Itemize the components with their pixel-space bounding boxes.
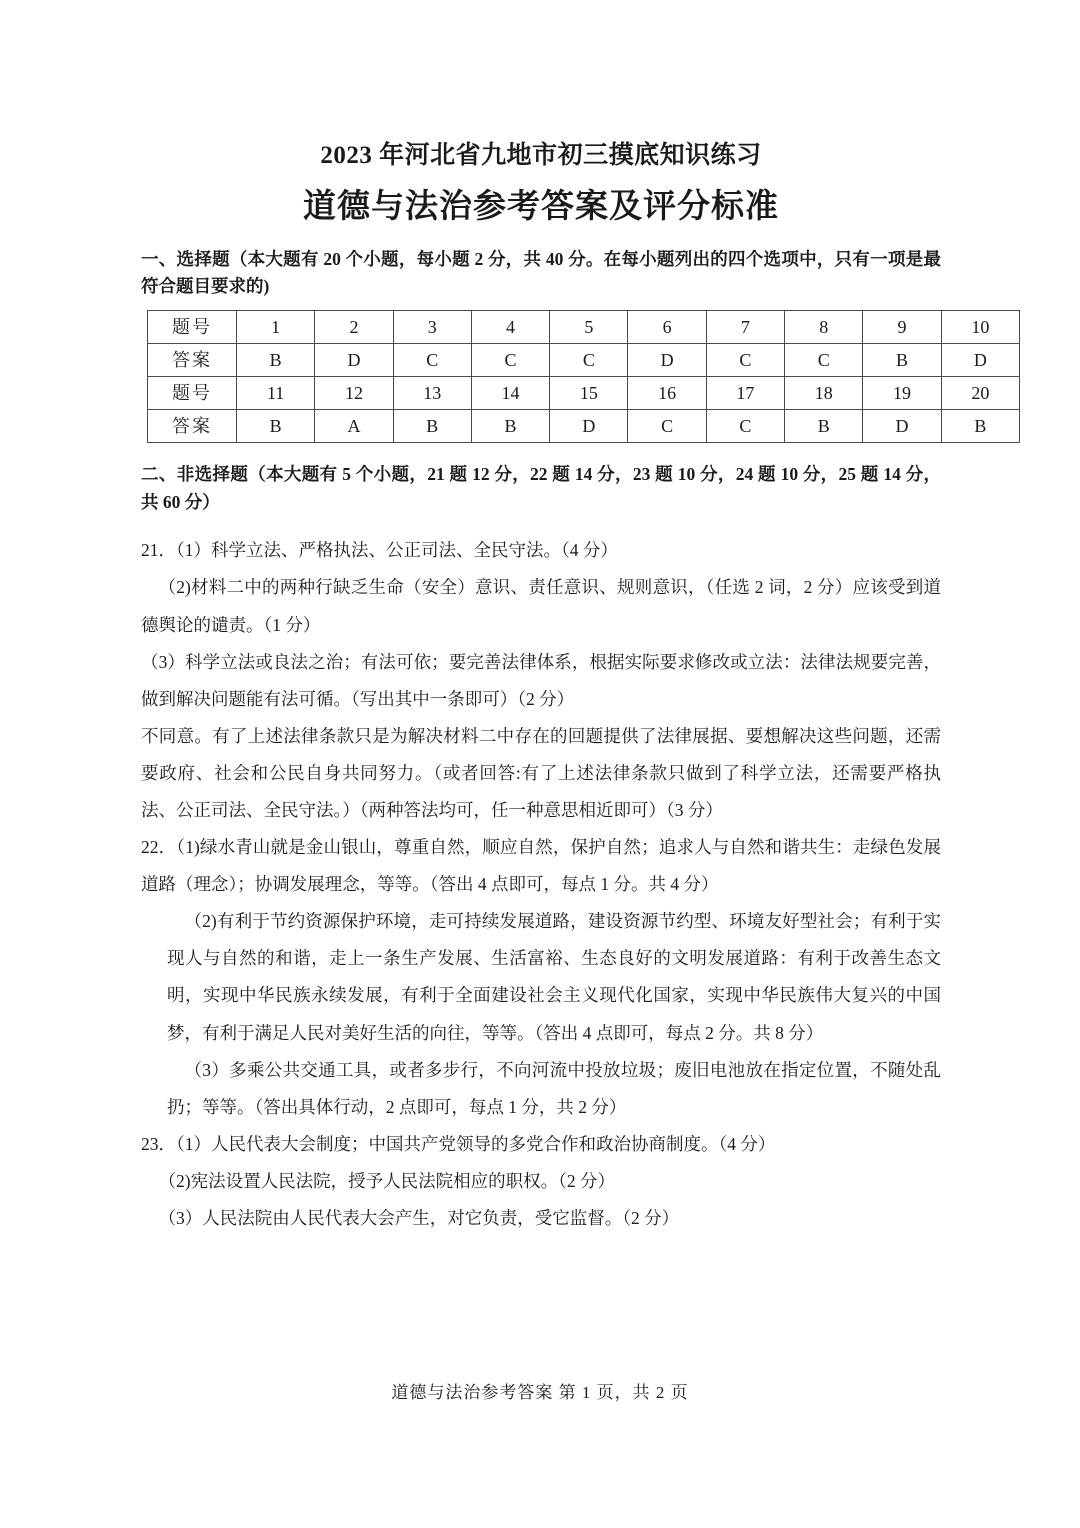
table-cell: A [315,410,393,443]
table-row [148,377,1020,410]
page-content [141,0,990,1237]
table-cell: 12 [315,377,393,410]
section-1-heading: 一、选择题（本大题有 20 个小题，每小题 2 分，共 40 分。在每小题列出的四个选项中，只有一项是最符合题目要求的) [141,248,941,297]
table-cell: D [863,410,941,443]
answer-21-3: （3）科学立法或良法之治；有法可依；要完善法律体系，根据实际要求修改或立法：法律法规要完善，做到解决问题能有法可循。（写出其中一条即可）（2 分） [141,651,941,709]
table-cell: 6 [628,311,706,344]
table-cell: C [706,410,784,443]
table-cell: C [550,344,628,377]
table-cell: 17 [706,377,784,410]
table-row [148,311,1020,344]
table-cell: 15 [550,377,628,410]
table-cell: 1 [237,311,315,344]
multiple-choice-answer-table [147,310,1020,443]
answer-21-1: 21．（1）科学立法、严格执法、公正司法、全民守法。（4 分） [141,540,618,561]
table-cell: 8 [785,311,863,344]
table-cell: C [706,344,784,377]
table-cell: 2 [315,311,393,344]
answer-23-2: （2)宪法设置人民法院，授予人民法院相应的职权。（2 分） [158,1170,615,1191]
answer-table-body [148,311,1020,443]
table-cell: 9 [863,311,941,344]
page-footer: 道德与法治参考答案 第 1 页，共 2 页 [391,1383,689,1402]
table-cell: B [393,410,471,443]
table-cell: 20 [941,377,1019,410]
table-cell: 13 [393,377,471,410]
table-cell: C [471,344,549,377]
answer-22-2: （2)有利于节约资源保护环境，走可持续发展道路，建设资源节约型、环境友好型社会；有利于实现人与自然的和谐，走上一条生产发展、生活富裕、生态良好的文明发展道路：有利于改善生态文明，实现中华民族永续发展，有利于全面建设社会主义现代化国家，实现中华民族伟大复兴的中国梦，有利于满足人民对美好生活的向往，等等。（答出 4 点即可，每点 2 分。共 8 分） [167,911,941,1043]
answer-21-4: 不同意。有了上述法律条款只是为解决材料二中存在的回题提供了法律展据、要想解决这些问题，还需要政府、社会和公民自身共同努力。（或者回答:有了上述法律条款只做到了科学立法，还需要严格执法、公正司法、全民守法。）（两种答法均可，任一种意思相近即可）（3 分） [141,725,941,820]
section-2-heading: 二、非选择题（本大题有 5 个小题，21 题 12 分，22 题 14 分，23 题 10 分，24 题 10 分，25 题 14 分，共 60 分） [141,464,941,512]
table-cell: 4 [471,311,549,344]
table-cell: B [863,344,941,377]
row-label: 题号 [148,311,237,344]
table-cell: D [628,344,706,377]
exam-title-line-2: 道德与法治参考答案及评分标准 [303,188,779,225]
table-cell: D [941,344,1019,377]
answer-21-2: （2)材料二中的两种行缺乏生命（安全）意识、责任意识、规则意识，（任选 2 词，2 分）应该受到道德舆论的谴责。（1 分） [141,577,941,635]
table-cell: 5 [550,311,628,344]
exam-title-line-1: 2023 年河北省九地市初三摸底知识练习 [320,142,762,169]
table-cell: 14 [471,377,549,410]
table-cell: B [785,410,863,443]
table-cell: 18 [785,377,863,410]
row-label: 题号 [148,377,237,410]
table-cell: 3 [393,311,471,344]
answer-23-3: （3）人民法院由人民代表大会产生，对它负责，受它监督。（2 分） [158,1208,680,1228]
table-cell: D [550,410,628,443]
answer-22-3: （3）多乘公共交通工具，或者多步行，不向河流中投放垃圾；废旧电池放在指定位置，不随处乱扔；等等。（答出具体行动，2 点即可，每点 1 分，共 2 分） [167,1059,941,1117]
table-cell: C [393,344,471,377]
table-cell: B [471,410,549,443]
table-cell: B [237,344,315,377]
table-cell: B [237,410,315,443]
table-cell: D [315,344,393,377]
row-label: 答案 [148,344,237,377]
answer-22-1: 22．（1)绿水青山就是金山银山，尊重自然，顺应自然，保护自然；追求人与自然和谐共生：走绿色发展道路（理念）；协调发展理念，等等。（答出 4 点即可，每点 1 分。共 4 分） [141,837,941,895]
table-cell: 11 [237,377,315,410]
table-cell: B [941,410,1019,443]
row-label: 答案 [148,410,237,443]
answer-23-1: 23．（1）人民代表大会制度；中国共产党领导的多党合作和政治协商制度。（4 分） [141,1133,776,1154]
table-row [148,344,1020,377]
table-cell: 16 [628,377,706,410]
table-cell: 19 [863,377,941,410]
table-cell: 10 [941,311,1019,344]
table-row [148,410,1020,443]
table-cell: C [785,344,863,377]
table-cell: 7 [706,311,784,344]
table-cell: C [628,410,706,443]
